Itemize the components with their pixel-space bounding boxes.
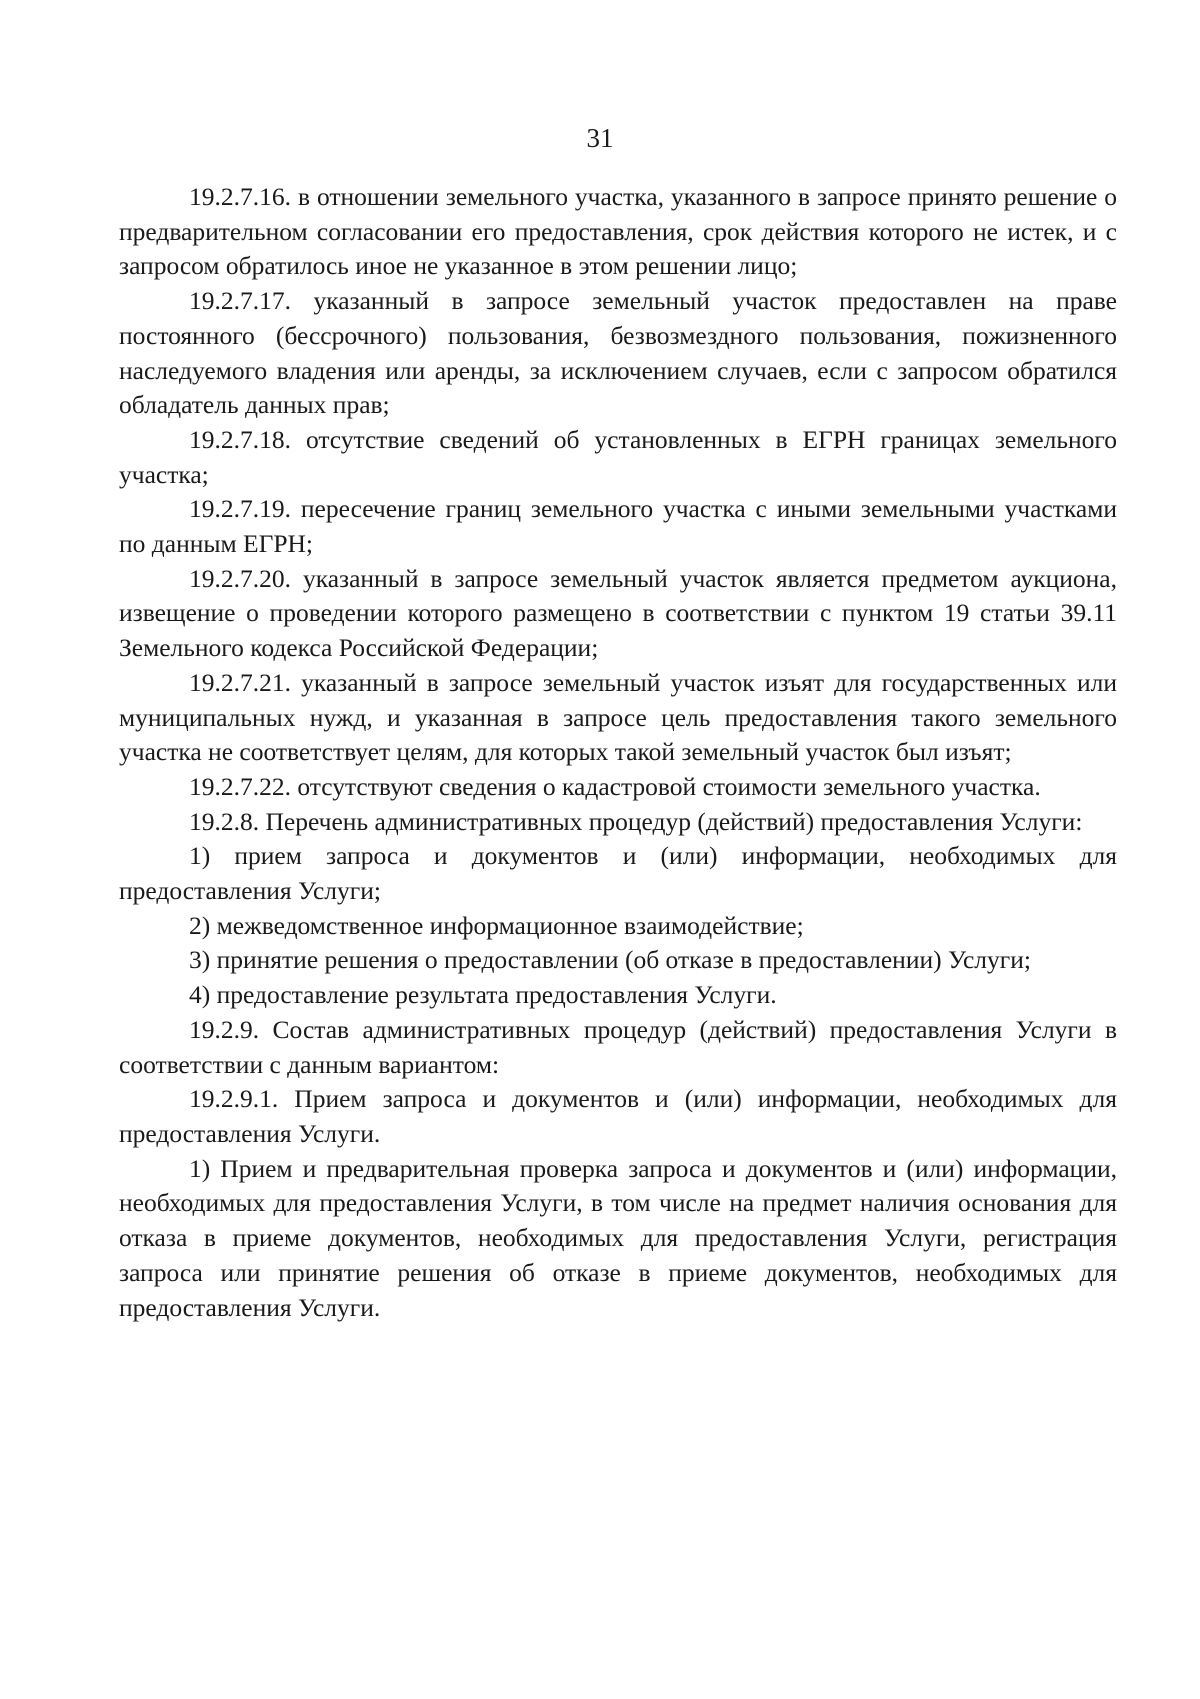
list-item-3: 3) принятие решения о предоставлении (об отказе в предоставлении) Услуги; bbox=[189, 945, 1031, 975]
list-item-2: 2) межведомственное информационное взаимодействие; bbox=[189, 910, 804, 940]
document-body bbox=[119, 180, 1117, 1325]
paragraph-19-2-7-17: 19.2.7.17. указанный в запросе земельный участок предоставлен на праве постоянного (бессрочного) пользования, безвозмездного пользования, пожизненного наследуемого владения или аренды, за исключением случаев, если с запросом обратился обладатель данных прав; bbox=[119, 286, 1117, 420]
sub-item-1: 1) Прием и предварительная проверка запроса и документов и (или) информации, необходимых для предоставления Услуги, в том числе на предмет наличия основания для отказа в приеме документов, необходимых для предоставления Услуги, регистрация запроса или принятие решения об отказе в приеме документов, необходимых для предоставления Услуги. bbox=[119, 1153, 1117, 1322]
page-number: 31 bbox=[586, 123, 614, 153]
paragraph-19-2-7-18: 19.2.7.18. отсутствие сведений об установленных в ЕГРН границах земельного участка; bbox=[119, 424, 1117, 489]
paragraph-19-2-7-22: 19.2.7.22. отсутствуют сведения о кадастровой стоимости земельного участка. bbox=[189, 771, 1041, 801]
paragraph-19-2-8: 19.2.8. Перечень административных процедур (действий) предоставления Услуги: bbox=[189, 806, 1083, 836]
list-item-4: 4) предоставление результата предоставления Услуги. bbox=[189, 980, 777, 1010]
paragraph-19-2-7-16: 19.2.7.16. в отношении земельного участка, указанного в запросе принято решение о предварительном согласовании его предоставления, срок действия которого не истек, и с запросом обратилось иное не указанное в этом решении лицо; bbox=[119, 182, 1117, 281]
paragraph-19-2-7-20: 19.2.7.20. указанный в запросе земельный участок является предметом аукциона, извещение о проведении которого размещено в соответствии с пунктом 19 статьи 39.11 Земельного кодекса Российской Федерации; bbox=[119, 563, 1117, 663]
paragraph-19-2-9: 19.2.9. Состав административных процедур (действий) предоставления Услуги в соответствии с данным вариантом: bbox=[119, 1014, 1117, 1079]
paragraph-19-2-7-19: 19.2.7.19. пересечение границ земельного участка с иными земельными участками по данным ЕГРН; bbox=[119, 494, 1117, 559]
paragraph-19-2-7-21: 19.2.7.21. указанный в запросе земельный участок изъят для государственных или муниципальных нужд, и указанная в запросе цель предоставления такого земельного участка не соответствует целям, для которых такой земельный участок был изъят; bbox=[119, 667, 1117, 767]
paragraph-19-2-9-1: 19.2.9.1. Прием запроса и документов и (или) информации, необходимых для предоставления Услуги. bbox=[119, 1084, 1117, 1148]
list-item-1: 1) прием запроса и документов и (или) информации, необходимых для предоставления Услуги; bbox=[119, 841, 1117, 906]
